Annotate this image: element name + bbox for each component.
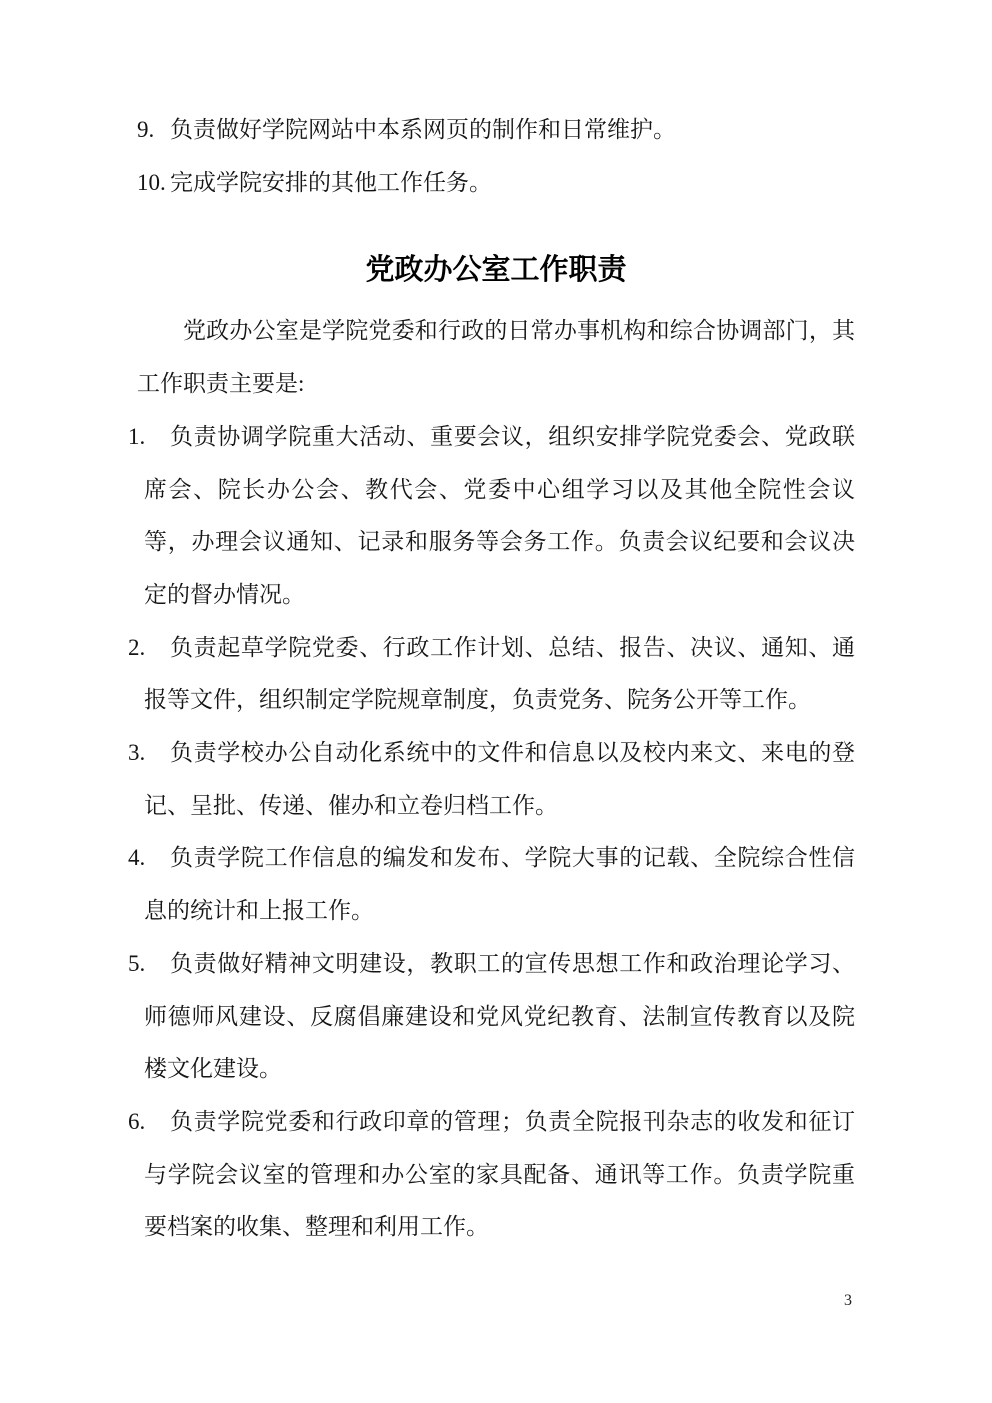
list-text: 负责学院工作信息的编发和发布、学院大事的记载、全院综合性信息的统计和上报工作。 (144, 845, 855, 924)
document-content (128, 0, 855, 1254)
list-text: 负责学校办公自动化系统中的文件和信息以及校内来文、来电的登记、呈批、传递、催办和立卷归档工作。 (144, 740, 855, 818)
list-text: 负责做好学院网站中本系网页的制作和日常维护。 (170, 117, 676, 142)
list-marker: 2. (128, 634, 146, 660)
list-item-3 (128, 727, 855, 832)
list-marker: 1. (128, 423, 146, 449)
list-marker: 4. (128, 845, 146, 871)
list-item-4 (128, 832, 855, 937)
list-text: 负责做好精神文明建设，教职工的宣传思想工作和政治理论学习、师德师风建设、反腐倡廉建设和党风党纪教育、法制宣传教育以及院楼文化建设。 (144, 950, 855, 1082)
list-text: 负责起草学院党委、行政工作计划、总结、报告、决议、通知、通报等文件，组织制定学院规章制度，负责党务、院务公开等工作。 (144, 634, 855, 713)
list-item-10 (137, 157, 855, 210)
section-heading: 党政办公室工作职责 (365, 254, 627, 287)
list-item-2 (128, 622, 855, 727)
list-text: 负责协调学院重大活动、重要会议，组织安排学院党委会、党政联席会、院长办公会、教代会、党委中心组学习以及其他全院性会议等，办理会议通知、记录和服务等会务工作。负责会议纪要和会议决定的督办情况。 (144, 423, 855, 607)
intro-paragraph: 党政办公室是学院党委和行政的日常办事机构和综合协调部门，其工作职责主要是: (137, 318, 855, 397)
list-marker: 3. (128, 740, 146, 766)
list-item-6 (128, 1096, 855, 1254)
list-item-9 (137, 104, 855, 157)
list-text: 完成学院安排的其他工作任务。 (170, 169, 492, 195)
list-marker: 10. (137, 169, 166, 195)
list-item-5 (128, 938, 855, 1096)
list-marker: 6. (128, 1108, 146, 1134)
list-marker: 9. (137, 117, 155, 142)
list-marker: 5. (128, 950, 146, 976)
page-number: 3 (844, 1292, 852, 1309)
list-text: 负责学院党委和行政印章的管理；负责全院报刊杂志的收发和征订与学院会议室的管理和办公室的家具配备、通讯等工作。负责学院重要档案的收集、整理和利用工作。 (144, 1108, 855, 1240)
list-item-1 (128, 411, 855, 622)
